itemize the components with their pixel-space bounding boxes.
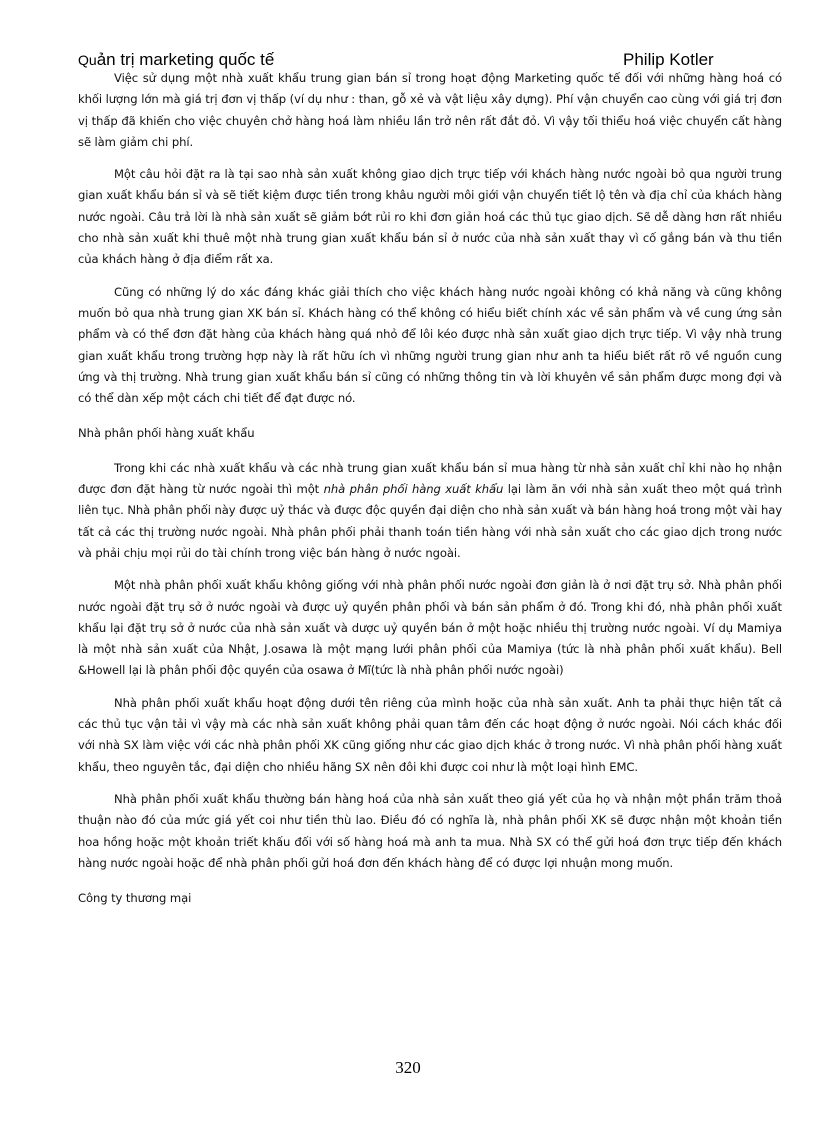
header-author: Philip Kotler	[623, 50, 714, 69]
paragraph-5: Một nhà phân phối xuất khẩu không giống với nhà phân phối nước ngoài đơn giản là ở nơi đặt trụ sở. Nhà phân phối nước ngoài đặt trụ sở ở nước ngoài và được uỷ quyền phân phối và bán sản phẩm ở đó. Trong khi đó, nhà phân phối xuất khẩu lại đặt trụ sở ở nước của nhà sản xuất và dược uỷ quyền bán ở một hoặc nhiều thị trường nước ngoài. Ví dụ Mamiya là một nhà sản xuất của Nhật, J.osawa là một mạng lưới phân phối của Mamiya (tức là nhà phân phối xuất khẩu). Bell &Howell lại là phân phối độc quyền của osawa ở Mĩ(tức là nhà phân phối nước ngoài)	[78, 578, 782, 678]
section-heading-export-distributor: Nhà phân phối hàng xuất khẩu	[78, 426, 255, 441]
paragraph-7: Nhà phân phối xuất khẩu thường bán hàng hoá của nhà sản xuất theo giá yết của họ và nhận một phần trăm thoả thuận nào đó của mức giá yết coi như tiền thù lao. Điều đó có nghĩa là, nhà phân phối XK sẽ được nhận một khoản tiền hoa hồng hoặc một khoản triết khấu đối với số hàng hoá mà anh ta mua. Nhà SX có thể gửi hoá đơn trực tiếp đến khách hàng nước ngoài hoặc để nhà phân phối gửi hoá đơn đến khách hàng để có được lợi nhuận mong muốn.	[78, 791, 782, 870]
paragraph-1: Việc sử dụng một nhà xuất khẩu trung gian bán sỉ trong hoạt động Marketing quốc tế đối với những hàng hoá có khối lượng lớn mà giá trị đơn vị thấp (ví dụ như : than, gỗ xẻ và vật liệu xây dựng). Phí vận chuyển cao cùng với giá trị đơn vị thấp đã khiến cho việc chuyên chở hàng hoá làm nhiều lần trở nên rất đắt đỏ. Vì vậy tối thiểu hoá việc chuyển cất hàng sẽ làm giảm chi phí.	[78, 71, 782, 149]
body-text	[78, 68, 782, 922]
paragraph-4-emphasis: nhà phân phối hàng xuất khẩu	[323, 482, 504, 497]
page-number: 320	[395, 1058, 421, 1077]
header-title-rest: ản trị marketing quốc tế	[96, 50, 275, 69]
paragraph-4	[78, 458, 782, 564]
paragraph-4-end: lại làm ăn với nhà sản xuất theo một quá trình liên tục. Nhà phân phối này được uỷ thác và được độc quyền đại diện cho nhà sản xuất và bán hàng hoá trong một vài hay tất cả các thị trường nước ngoài. Nhà phân phối phải thanh toán tiền hàng với nhà sản xuất cho các giao dịch trong nước và phải chịu mọi rủi do tài chính trong việc bán hàng ở nước ngoài.	[78, 482, 782, 560]
header-title	[78, 50, 274, 70]
paragraph-4-start: Trong khi các nhà xuất khẩu và các nhà trung gian xuất khẩu bán sỉ mua hàng từ nhà sản xuất chỉ khi nào họ nhận được đơn đặt hàng từ nước ngoài thì một	[78, 460, 782, 497]
paragraph-3: Cũng có những lý do xác đáng khác giải thích cho việc khách hàng nước ngoài không có khả năng và cũng không muốn bỏ qua nhà trung gian XK bán sỉ. Khách hàng có thể không có hiểu biết chính xác về sản phẩm và về cung ứng sản phẩm và có thể đơn đặt hàng của khách hàng quá nhỏ để lôi kéo được nhà sản xuất giao dịch trực tiếp. Vì vậy nhà trung gian xuất khẩu trong trường hợp này là rất hữu ích vì những người trung gian như anh ta hiểu biết rất rõ về nguồn cung ứng và thị trường. Nhà trung gian xuất khẩu bán sỉ cũng có những thông tin và lời khuyên về sản phẩm được mong đợi và có thể dàn xếp một cách chi tiết để đạt được nó.	[78, 284, 782, 406]
paragraph-6: Nhà phân phối xuất khẩu hoạt động dưới tên riêng của mình hoặc của nhà sản xuất. Anh ta phải thực hiện tất cả các thủ tục vận tải vì vậy mà các nhà sản xuất không phải quan tâm đến các hoạt động ở nước ngoài. Nói cách khác đối với nhà SX làm việc với các nhà phân phối XK cũng giống như các giao dịch khác ở trong nước. Vì nhà phân phối hàng xuất khẩu, theo nguyên tắc, đại diện cho nhiều hãng SX nên đôi khi được coi như là một loại hình EMC.	[78, 695, 782, 774]
header-title-prefix: Qu	[78, 52, 97, 68]
section-heading-trading-company: Công ty thương mại	[78, 891, 192, 906]
paragraph-2: Một câu hỏi đặt ra là tại sao nhà sản xuất không giao dịch trực tiếp với khách hàng nước ngoài bỏ qua người trung gian xuất khẩu bán sỉ và sẽ tiết kiệm được tiền trong khâu người môi giới vận chuyển tiết lộ tên và địa chỉ của khách hàng nước ngoài. Câu trả lời là nhà sản xuất sẽ giảm bớt rủi ro khi đơn giản hoá các thủ tục giao dịch. Sẽ dễ dàng hơn rất nhiều cho nhà sản xuất khi thuê một nhà trung gian xuất khẩu bán sỉ ở nước của nhà sản xuất thay vì cố gắng bán và thu tiền của khách hàng ở địa điểm rất xa.	[78, 167, 782, 267]
